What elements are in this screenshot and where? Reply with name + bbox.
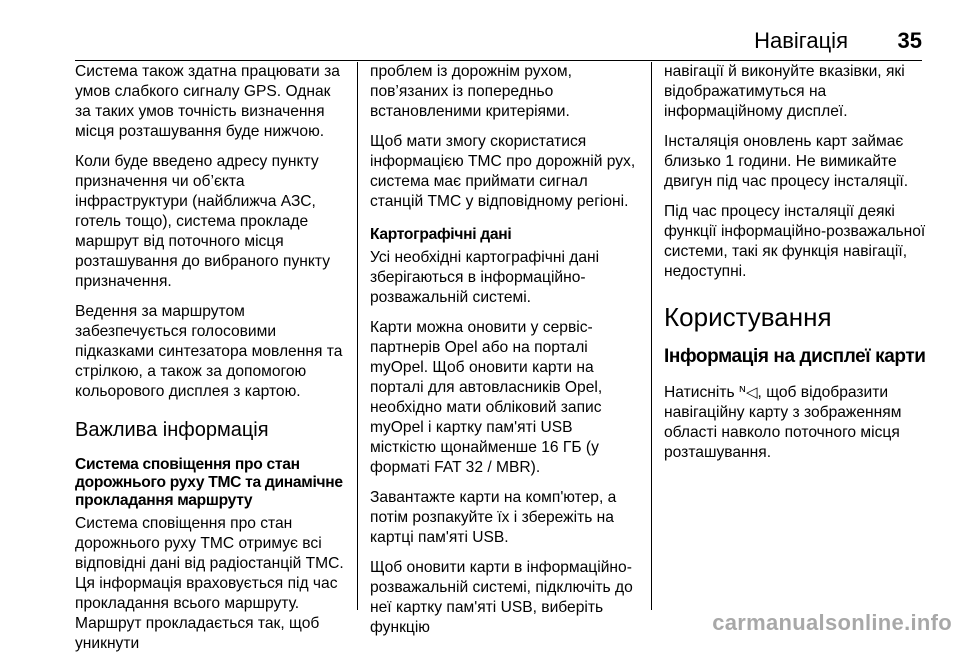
section-title: Навігація <box>754 28 848 53</box>
section-heading: Важлива інформація <box>75 419 269 441</box>
chapter-heading: Користування <box>664 302 832 332</box>
paragraph <box>664 382 930 463</box>
paragraph: Система сповіщення про стан дорожнього руху TMC отримує всі відповідні дані від радіостанцій TMC. Ця інформація враховується під час прокладання всього маршруту. Маршрут прокладається так, щоб уникнути <box>75 515 344 652</box>
subsection-heading: Картографічні дані <box>370 226 512 243</box>
page-number: 35 <box>897 28 922 53</box>
paragraph-text: , щоб відобразити навігаційну карту з зображенням області навколо поточного місця розташування. <box>664 384 902 461</box>
text-column-2 <box>370 62 638 648</box>
paragraph: Коли буде введено адресу пункту призначення чи об’єкта інфраструктури (найближча АЗС, готель тощо), система прокладе маршрут від поточного місця розташування до вибраного пункту призначення. <box>75 153 331 290</box>
column-divider-2 <box>651 62 652 610</box>
paragraph: Під час процесу інсталяції деякі функції інформаційно-розважальної системи, такі як функція навігації, недоступні. <box>664 203 926 280</box>
page-header <box>0 18 960 53</box>
paragraph: Щоб мати змогу скористатися інформацією TMC про дорожній рух, система має приймати сигнал станцій TMC у відповідному регіоні. <box>370 133 636 210</box>
subsection-heading: Інформація на дисплеї карти <box>664 346 926 367</box>
paragraph: Завантажте карти на комп'ютер, а потім розпакуйте їх і збережіть на картці пам'яті USB. <box>370 489 617 546</box>
paragraph: проблем із дорожнім рухом, пов’язаних із попередньо встановленими критеріями. <box>370 63 572 120</box>
paragraph: навігації й виконуйте вказівки, які відображатимуться на інформаційному дисплеї. <box>664 63 905 120</box>
column-divider-1 <box>357 62 358 610</box>
text-column-1 <box>75 62 347 664</box>
text-column-3 <box>664 62 930 473</box>
subsection-heading: Система сповіщення про стан дорожнього руху TMC та динамічне прокладання маршруту <box>75 456 343 509</box>
paragraph: Інсталяція оновлень карт займає близько 1 години. Не вимикайте двигун під час процесу інсталяції. <box>664 133 909 190</box>
paragraph-text: Натисніть <box>664 384 739 401</box>
paragraph: Карти можна оновити у сервіс-партнерів Opel або на порталі myOpel. Щоб оновити карти на порталі для автовласників Opel, необхідно мати обліковий запис myOpel і картку пам'яті USB місткістю щонайменше 16 ГБ (у форматі FAT 32 / MBR). <box>370 319 603 476</box>
paragraph: Ведення за маршрутом забезпечується голосовими підказками синтезатора мовлення та стрілкою, а також за допомогою кольорового дисплея з картою. <box>75 303 343 400</box>
paragraph: Усі необхідні картографічні дані зберігаються в інформаційно-розважальній системі. <box>370 249 600 306</box>
watermark: carmanualsonline.info <box>712 610 952 635</box>
navigation-button-icon: ᴺ◁ <box>738 383 758 401</box>
paragraph: Система також здатна працювати за умов слабкого сигналу GPS. Однак за таких умов точність визначення місця розташування буде нижчою. <box>75 63 340 140</box>
header-divider <box>75 60 922 61</box>
paragraph: Щоб оновити карти в інформаційно-розважальній системі, підключіть до неї картку пам'яті USB, виберіть функцію <box>370 559 633 636</box>
